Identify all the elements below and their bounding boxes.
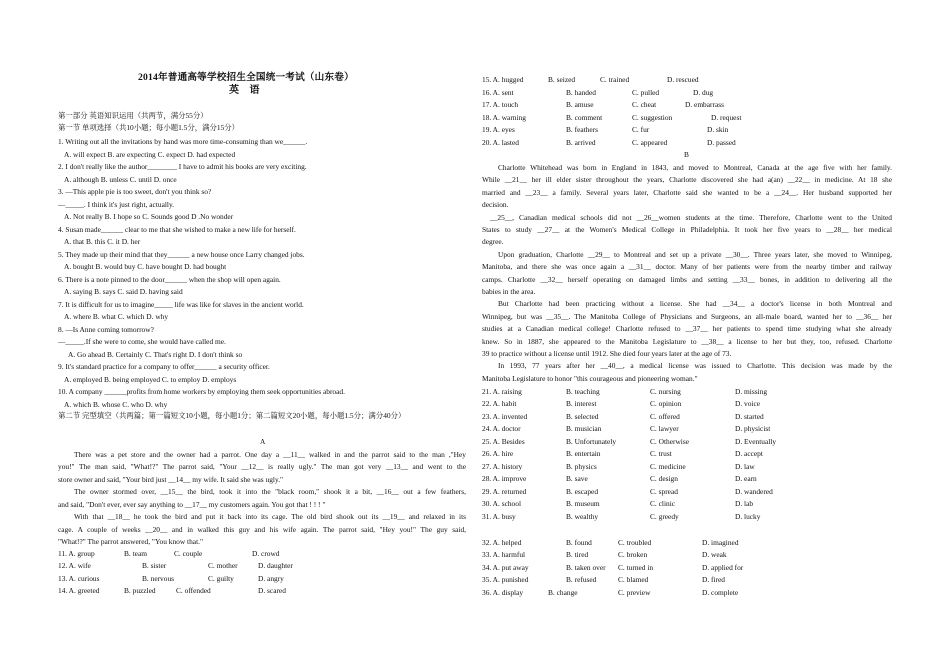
option-row: C. spread bbox=[650, 486, 678, 496]
option-row: B. amuse bbox=[566, 100, 594, 109]
option-row: D. embarrass bbox=[685, 100, 724, 109]
option-row: 11. A. group bbox=[58, 549, 95, 558]
question-options: A. will expect B. are expecting C. expect D. had expected bbox=[64, 149, 236, 159]
passage-b-line: 39 to practice without a license until 1912. She died four years later at the age of 73. bbox=[482, 349, 732, 358]
option-row: B. interest bbox=[566, 399, 597, 409]
option-row: C. pulled bbox=[632, 87, 660, 97]
option-row: B. feathers bbox=[566, 125, 599, 134]
option-row: D. voice bbox=[735, 399, 761, 409]
passage-a-line: and said, "Don't ever, ever say anything to __17__ my customers again. You got that ! ! ! " bbox=[58, 499, 326, 509]
option-row: 23. A. invented bbox=[482, 411, 528, 421]
passage-a-line: you!" The man said, "What!?" The parrot said, "Your __12__ is really ugly." The man got very __13__ and went to the bbox=[58, 462, 466, 472]
passage-a-label: A bbox=[260, 437, 266, 446]
option-row: C. turned in bbox=[618, 562, 654, 572]
option-row: 14. A. greeted bbox=[58, 586, 100, 596]
option-row: 28. A. improve bbox=[482, 474, 527, 484]
option-row: C. lawyer bbox=[650, 424, 679, 434]
option-row: D. wandered bbox=[735, 486, 773, 496]
option-row: C. design bbox=[650, 474, 678, 484]
question-stem: —_____. I think it's just right, actually. bbox=[58, 199, 175, 209]
option-row: 24. A. doctor bbox=[482, 424, 521, 434]
option-row: C. guilty bbox=[208, 573, 234, 583]
option-row: 30. A. school bbox=[482, 499, 522, 509]
question-stem: 3. —This apple pie is too sweet, don't you think so? bbox=[58, 187, 212, 196]
passage-b-line: Winnipeg, but was __35__. The Manitoba College of Physicians and Surgeons, an all-male board, wanted her to __36__ her bbox=[482, 311, 892, 321]
option-row: 36. A. display bbox=[482, 587, 524, 597]
passage-a-line: cage. A couple of weeks __20__ and in walked this guy and his wife again. The parrot said, "Hey you!" The guy said, bbox=[58, 524, 466, 534]
option-row: B. nervous bbox=[142, 573, 175, 583]
option-row: C. preview bbox=[618, 587, 651, 597]
passage-b-line: babies in the area. bbox=[482, 287, 536, 296]
question-stem: 10. A company ______profits from home workers by employing them seek opportunities abroad. bbox=[58, 387, 345, 396]
passage-a-line: The owner stormed over, __15__ the bird, took it into the "black room," shook it a bit, __16__ out a few feathers, bbox=[74, 487, 466, 497]
option-row: D. passed bbox=[707, 137, 736, 147]
option-row: 34. A. put away bbox=[482, 562, 529, 572]
exam-title: 2014年普通高等学校招生全国统一考试（山东卷） bbox=[138, 72, 354, 83]
option-row: 35. A. punished bbox=[482, 575, 529, 585]
passage-b-line: Manitoba, and there she was once again a __31__ doctor. Many of her patients were from the nearby timber and railway bbox=[482, 262, 892, 272]
option-row: C. broken bbox=[618, 550, 648, 560]
option-row: D. angry bbox=[258, 573, 284, 583]
passage-b-line: camps. Charlotte __32__ herself operating on damaged limbs and setting __33__ bones, in addition to delivering all the bbox=[482, 274, 892, 284]
option-row: B. change bbox=[548, 587, 578, 597]
option-row: D. weak bbox=[702, 550, 727, 560]
option-row: D. accept bbox=[735, 449, 763, 459]
option-row: D. rescued bbox=[667, 75, 699, 84]
option-row: D. law bbox=[735, 461, 755, 471]
option-row: D. imagined bbox=[702, 538, 739, 547]
option-row: D. Eventually bbox=[735, 436, 777, 446]
option-row: 33. A. harmful bbox=[482, 550, 526, 560]
question-options: A. that B. this C. it D. her bbox=[64, 237, 141, 246]
question-stem: 7. It is difficult for us to imagine_____ life was like for slaves in the ancient world. bbox=[58, 299, 304, 309]
option-row: B. physics bbox=[566, 461, 597, 471]
option-row: B. selected bbox=[566, 411, 599, 421]
question-options: A. saying B. says C. said D. having said bbox=[64, 287, 183, 296]
option-row: D. dug bbox=[693, 87, 714, 97]
subject-title: 英 语 bbox=[229, 85, 264, 96]
option-row: B. save bbox=[566, 474, 588, 484]
option-row: C. appeared bbox=[632, 137, 668, 147]
option-row: 26. A. hire bbox=[482, 449, 514, 459]
option-row: 21. A. raising bbox=[482, 387, 522, 396]
option-row: B. entertain bbox=[566, 449, 601, 459]
option-row: B. taken over bbox=[566, 562, 606, 572]
option-row: B. refused bbox=[566, 575, 597, 585]
option-row: B. team bbox=[124, 549, 147, 558]
passage-a-line: There was a pet store and the owner had a parrot. One day a __11__ walked in and the parrot said to the man ,"Hey bbox=[74, 450, 466, 459]
option-row: D. request bbox=[711, 112, 742, 122]
option-row: C. couple bbox=[174, 549, 203, 558]
option-row: 29. A. returned bbox=[482, 486, 527, 496]
passage-a-line: store owner and said, "Your bird just __14__ my wife. It said she was ugly." bbox=[58, 474, 284, 484]
question-stem: 9. It's standard practice for a company to offer______ a security officer. bbox=[58, 362, 270, 371]
option-row: 12. A. wife bbox=[58, 561, 91, 571]
option-row: C. opinion bbox=[650, 399, 682, 409]
section1-heading: 第一节 单项选择（共10小题；每小题1.5分，满分15分） bbox=[58, 123, 240, 132]
option-row: 19. A. eyes bbox=[482, 125, 515, 134]
option-row: B. seized bbox=[548, 75, 576, 84]
passage-b-line: While __21__ her ill elder sister throughout the years, Charlotte discovered she had a(an) __22__ in medicine. At 18 she bbox=[482, 175, 892, 185]
question-stem: —_____.If she were to come, she would have called me. bbox=[58, 337, 226, 346]
passage-b-line: knew. So in 1887, she appeared to the Manitoba Legislature to __38__ a license to her but they, too, refused. Charlotte bbox=[482, 336, 892, 346]
option-row: 13. A. curious bbox=[58, 573, 100, 583]
option-row: C. greedy bbox=[650, 511, 679, 521]
option-row: C. blamed bbox=[618, 575, 649, 585]
question-stem: 6. There is a note pinned to the door______ when the shop will open again. bbox=[58, 274, 281, 284]
option-row: C. Otherwise bbox=[650, 436, 689, 446]
question-options: A. which B. whose C. who D. why bbox=[64, 399, 168, 409]
option-row: 25. A. Besides bbox=[482, 436, 525, 446]
option-row: D. daughter bbox=[258, 561, 293, 571]
passage-b-line: decision. bbox=[482, 200, 509, 210]
question-options: A. where B. what C. which D. why bbox=[64, 312, 169, 321]
passage-b-line: States to study __27__ at the Women's Medical College in Philadelphia. It took her five years to __28__ her medical bbox=[482, 225, 892, 234]
option-row: C. suggestion bbox=[632, 112, 673, 122]
option-row: C. cheat bbox=[632, 100, 657, 109]
question-options: A. Go ahead B. Certainly C. That's right D. I don't think so bbox=[68, 349, 243, 359]
passage-b-line: Manitoba Legislature to honor "this courageous and pioneering woman." bbox=[482, 373, 698, 383]
option-row: B. puzzled bbox=[124, 586, 156, 596]
option-row: C. troubled bbox=[618, 538, 652, 547]
option-row: C. clinic bbox=[650, 499, 676, 509]
option-row: D. applied for bbox=[702, 562, 744, 572]
option-row: C. offered bbox=[650, 411, 680, 421]
option-row: 32. A. helped bbox=[482, 538, 522, 547]
option-row: D. missing bbox=[735, 387, 768, 396]
question-options: A. although B. unless C. until D. once bbox=[64, 174, 177, 184]
option-row: C. offended bbox=[176, 586, 211, 596]
option-row: D. skin bbox=[707, 125, 729, 134]
part1-heading: 第一部分 英语知识运用（共两节，满分55分） bbox=[58, 111, 208, 120]
option-row: 18. A. warning bbox=[482, 112, 526, 122]
option-row: D. lab bbox=[735, 499, 754, 509]
option-row: D. started bbox=[735, 411, 764, 421]
option-row: B. sister bbox=[142, 561, 167, 571]
option-row: B. museum bbox=[566, 499, 600, 509]
option-row: B. teaching bbox=[566, 387, 600, 396]
option-row: 16. A. sent bbox=[482, 87, 514, 97]
passage-b-line: degree. bbox=[482, 237, 504, 247]
option-row: B. Unfortunately bbox=[566, 436, 617, 446]
option-row: 20. A. lasted bbox=[482, 137, 519, 147]
option-row: C. fur bbox=[632, 125, 650, 134]
question-options: A. Not really B. I hope so C. Sounds good D .No wonder bbox=[64, 212, 234, 221]
option-row: 15. A. hugged bbox=[482, 75, 524, 84]
option-row: D. crowd bbox=[252, 549, 280, 558]
passage-a-line: With that __18__ he took the bird and put it back into its cage. The old bird shook out its __19__ and relaxed in its bbox=[74, 512, 466, 522]
option-row: C. nursing bbox=[650, 387, 681, 396]
passage-b-line: married and __23__ a family. Several years later, Charlotte said she wanted to be a __24__. Her husband supported her bbox=[482, 187, 892, 197]
option-row: B. escaped bbox=[566, 486, 599, 496]
option-row: 22. A. habit bbox=[482, 399, 517, 409]
passage-b-line: In 1993, 77 years after her __40__, a medical license was issued to Charlotte. This decision was made by the bbox=[498, 361, 892, 371]
passage-b-line: Upon graduation, Charlotte __29__ to Montreal and set up a private __30__. Three years later, she moved to Winnipeg, bbox=[498, 249, 892, 259]
question-stem: 1. Writing out all the invitations by hand was more time-consuming than we______. bbox=[58, 137, 308, 146]
option-row: C. trust bbox=[650, 449, 672, 459]
option-row: D. physicist bbox=[735, 424, 771, 434]
option-row: 27. A. history bbox=[482, 461, 523, 471]
option-row: B. found bbox=[566, 538, 592, 547]
passage-b-label: B bbox=[684, 150, 689, 159]
passage-b-line: Charlotte Whitehead was born in England in 1843, and moved to Montreal, Canada at the age five with her family. bbox=[498, 163, 892, 172]
passage-b-line: But Charlotte had been practicing without a license. She had __34__ a doctor's license in both Montreal and bbox=[498, 299, 892, 309]
passage-b-line: studies at a Canadian medical college! Charlotte refused to __37__ her patients to spend time studying what she already bbox=[482, 324, 892, 334]
option-row: D. lucky bbox=[735, 511, 761, 521]
section2-heading: 第二节 完型填空（共两篇；第一篇短文10小题，每小题1分；第二篇短文20小题，每小题1.5分；满分40分） bbox=[58, 411, 406, 420]
option-row: C. mother bbox=[208, 561, 238, 571]
question-options: A. employed B. being employed C. to employ D. employs bbox=[64, 374, 237, 384]
question-stem: 2. I don't really like the author________ I have to admit his books are very exciting. bbox=[58, 162, 307, 171]
option-row: B. handed bbox=[566, 87, 596, 97]
option-row: B. comment bbox=[566, 112, 603, 122]
question-stem: 8. —Is Anne coming tomorrow? bbox=[58, 324, 154, 334]
passage-b-line: __25__, Canadian medical schools did not __26__women students at the time. Therefore, Charlotte went to the United bbox=[490, 212, 892, 222]
option-row: B. musician bbox=[566, 424, 602, 434]
option-row: C. trained bbox=[600, 75, 630, 84]
option-row: 31. A. busy bbox=[482, 511, 516, 521]
option-row: D. earn bbox=[735, 474, 757, 484]
option-row: D. fired bbox=[702, 575, 725, 585]
option-row: B. wealthy bbox=[566, 511, 599, 521]
passage-a-line: "What!?" The parrot answered, "You know that." bbox=[58, 537, 203, 547]
option-row: 17. A. touch bbox=[482, 100, 519, 109]
option-row: B. arrived bbox=[566, 137, 596, 147]
question-options: A. bought B. would buy C. have bought D. had bought bbox=[64, 262, 227, 271]
question-stem: 4. Susan made______ clear to me that she wished to make a new life for herself. bbox=[58, 224, 296, 234]
option-row: C. medicine bbox=[650, 461, 686, 471]
question-stem: 5. They made up their mind that they______ a new house once Larry changed jobs. bbox=[58, 249, 305, 259]
option-row: B. tired bbox=[566, 550, 589, 560]
option-row: D. scared bbox=[258, 586, 286, 596]
option-row: D. complete bbox=[702, 587, 739, 597]
